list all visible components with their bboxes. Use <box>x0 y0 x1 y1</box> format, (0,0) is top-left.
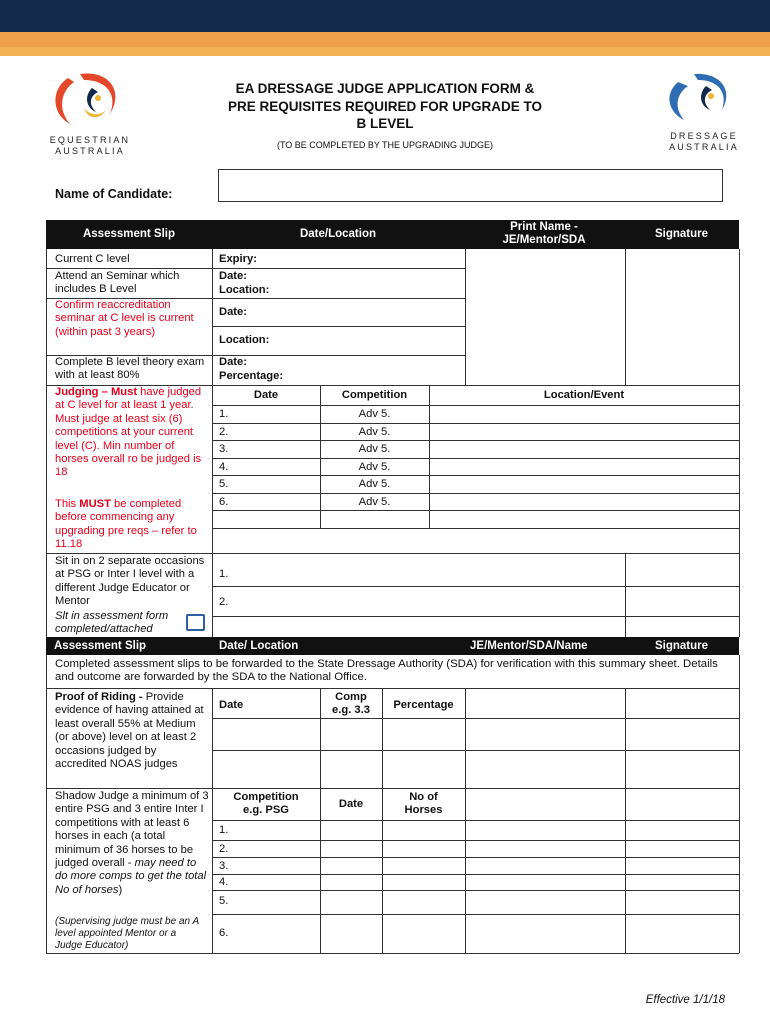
dressage-horse-icon <box>656 68 752 126</box>
shadow-row-num: 3. <box>219 860 229 872</box>
shadow-label-italic: may need to do more comps to get the total No of horses <box>55 857 207 896</box>
grid-line <box>212 616 739 617</box>
judging-row-num: 2. <box>219 426 229 438</box>
sit-in-label: Sit in on 2 separate occasions at PSG or Inter I level with a different Judge Educator or Mentor <box>55 555 205 608</box>
horse-head-icon <box>40 68 140 130</box>
header2-name: JE/Mentor/SDA/Name <box>470 640 588 652</box>
shadow-row-num: 6. <box>219 927 229 939</box>
grid-line <box>212 326 466 327</box>
shadow-label-end: ) <box>118 883 123 896</box>
judging-row-num: 4. <box>219 461 229 473</box>
sit-in-attached-checkbox[interactable] <box>186 614 205 631</box>
grid-line <box>46 953 739 954</box>
grid-line <box>212 475 739 476</box>
header-print-name: Print Name - JE/Mentor/SDA <box>502 221 586 246</box>
shadow-col-competition: Competition e.g. PSG <box>233 791 299 817</box>
form-subtitle: (TO BE COMPLETED BY THE UPGRADING JUDGE) <box>276 140 494 150</box>
judging-row-comp: Adv 5. <box>358 496 391 508</box>
judging-col-date: Date <box>253 389 279 401</box>
grid-line <box>212 750 739 751</box>
grid-line <box>212 528 739 529</box>
grid-line <box>212 405 739 406</box>
judging-row-comp: Adv 5. <box>358 461 391 473</box>
seminar-location-field[interactable]: Location: <box>219 284 270 296</box>
grid-line <box>212 718 739 719</box>
riding-col-date: Date <box>219 699 244 711</box>
title-line-1: EA DRESSAGE JUDGE APPLICATION FORM & <box>235 81 535 96</box>
judging-row-comp: Adv 5. <box>358 443 391 455</box>
seminar-label: Attend an Seminar which includes B Level <box>55 270 180 296</box>
logo-left-line1: EQUESTRIAN <box>49 135 131 145</box>
judging-label <box>55 386 210 480</box>
dressage-australia-logo <box>656 68 752 152</box>
shadow-judge-label <box>55 790 210 897</box>
candidate-label: Name of Candidate: <box>55 187 173 201</box>
equestrian-australia-logo <box>40 68 140 156</box>
theory-label: Complete B level theory exam with at least 80% <box>55 356 205 382</box>
reaccreditation-label: Confirm reaccreditation seminar at C level is current (within past 3 years) <box>55 299 194 338</box>
judging-label-text: have judged at C level for at least 1 year. Must judge at least six (6) competitions at your current level (C). Min number of horses overall ro be judged is 18 <box>55 386 202 479</box>
logo-right-line2: AUSTRALIA <box>669 142 739 152</box>
shadow-judge-note: (Supervising judge must be an A level appointed Mentor or a Judge Educator) <box>55 916 199 951</box>
judging-label2-post: be completed before commencing any upgrading pre reqs – refer to 11.18 <box>55 498 197 551</box>
sit-in-row-num: 1. <box>219 568 229 580</box>
grid-line <box>739 655 740 953</box>
sit-in-note: Slt in assessment form completed/attached <box>55 610 169 636</box>
reaccreditation-date-field[interactable]: Date: <box>219 306 247 318</box>
shadow-row-num: 4. <box>219 876 229 888</box>
judging-label-2 <box>55 498 210 552</box>
effective-date: Effective 1/1/18 <box>645 994 725 1006</box>
grid-line <box>46 553 739 554</box>
judging-row-num: 3. <box>219 443 229 455</box>
grid-line <box>212 890 739 891</box>
proof-of-riding-label <box>55 691 210 771</box>
header-date-location: Date/Location <box>299 228 377 240</box>
grid-line <box>46 788 739 789</box>
logo-left-line2: AUSTRALIA <box>55 146 125 156</box>
judging-row-num: 6. <box>219 496 229 508</box>
table1-header-row <box>46 220 739 249</box>
title-line-3: B LEVEL <box>356 116 414 131</box>
judging-label2-pre: This <box>55 498 80 510</box>
riding-label-text: Provide evidence of having attained at least overall 55% at Medium (or above) level on at least 2 occasions judged by accredited NOAS judges <box>55 691 204 771</box>
grid-line <box>465 249 466 385</box>
logo-right-line1: DRESSAGE <box>670 131 738 141</box>
header-signature: Signature <box>654 228 709 240</box>
grid-line <box>212 423 739 424</box>
theory-date-field[interactable]: Date: <box>219 356 247 368</box>
shadow-col-date: Date <box>338 798 364 810</box>
theory-percentage-field[interactable]: Percentage: <box>219 370 284 382</box>
header-band-gold <box>0 47 770 56</box>
shadow-row-num: 5. <box>219 895 229 907</box>
judging-row-num: 1. <box>219 408 229 420</box>
judging-label2-bold: MUST <box>79 498 111 510</box>
grid-line <box>46 655 47 953</box>
header-band-blue <box>0 0 770 32</box>
header2-date-location: Date/ Location <box>219 640 299 652</box>
grid-line <box>212 249 213 637</box>
forwarding-note: Completed assessment slips to be forwarded to the State Dressage Authority (SDA) for verification with this summary sheet. Details and outcome are forwarded by the SDA to the National Office. <box>55 658 718 684</box>
grid-line <box>212 874 739 875</box>
grid-line <box>212 840 739 841</box>
judging-row-comp: Adv 5. <box>358 478 391 490</box>
header2-signature: Signature <box>654 640 709 652</box>
sit-in-row-num: 2. <box>219 596 229 608</box>
riding-col-percentage: Percentage <box>393 699 454 711</box>
shadow-row-num: 1. <box>219 824 229 836</box>
grid-line <box>212 857 739 858</box>
grid-line <box>212 493 739 494</box>
riding-col-comp: Comp e.g. 3.3 <box>332 691 370 717</box>
reaccreditation-location-field[interactable]: Location: <box>219 334 270 346</box>
grid-line <box>212 510 739 511</box>
header2-assessment-slip: Assessment Slip <box>54 640 147 652</box>
judging-row-num: 5. <box>219 478 229 490</box>
grid-line <box>46 268 466 269</box>
grid-line <box>320 788 321 953</box>
judging-col-location: Location/Event <box>543 389 625 401</box>
expiry-field[interactable]: Expiry: <box>219 253 257 265</box>
grid-line <box>212 586 739 587</box>
grid-line <box>212 440 739 441</box>
grid-line <box>46 249 47 637</box>
grid-line <box>212 458 739 459</box>
grid-line <box>212 914 739 915</box>
shadow-row-num: 2. <box>219 843 229 855</box>
shadow-col-horses: No of Horses <box>404 791 443 817</box>
grid-line <box>625 553 626 637</box>
table2-header-row <box>46 637 739 655</box>
current-c-label: Current C level <box>55 253 130 265</box>
form-title <box>200 80 570 133</box>
header-assessment-slip: Assessment Slip <box>82 228 176 240</box>
judging-row-comp: Adv 5. <box>358 426 391 438</box>
grid-line <box>625 249 626 385</box>
seminar-date-field[interactable]: Date: <box>219 270 247 282</box>
shadow-label-text: Shadow Judge a minimum of 3 entire PSG and 3 entire Inter I competitions with at least 6 horses in each (a total minimum of 36 horses to be judged overall - <box>55 790 209 870</box>
riding-label-bold: Proof of Riding - <box>55 691 143 703</box>
judging-row-comp: Adv 5. <box>358 408 391 420</box>
grid-line <box>212 820 739 821</box>
judging-col-competition: Competition <box>341 389 408 401</box>
candidate-name-input[interactable] <box>218 169 723 202</box>
title-line-2: PRE REQUISITES REQUIRED FOR UPGRADE TO <box>227 98 543 114</box>
judging-label-bold: Judging – Must <box>55 386 138 398</box>
grid-line <box>739 249 740 637</box>
grid-line <box>46 688 739 689</box>
grid-line <box>429 385 430 528</box>
